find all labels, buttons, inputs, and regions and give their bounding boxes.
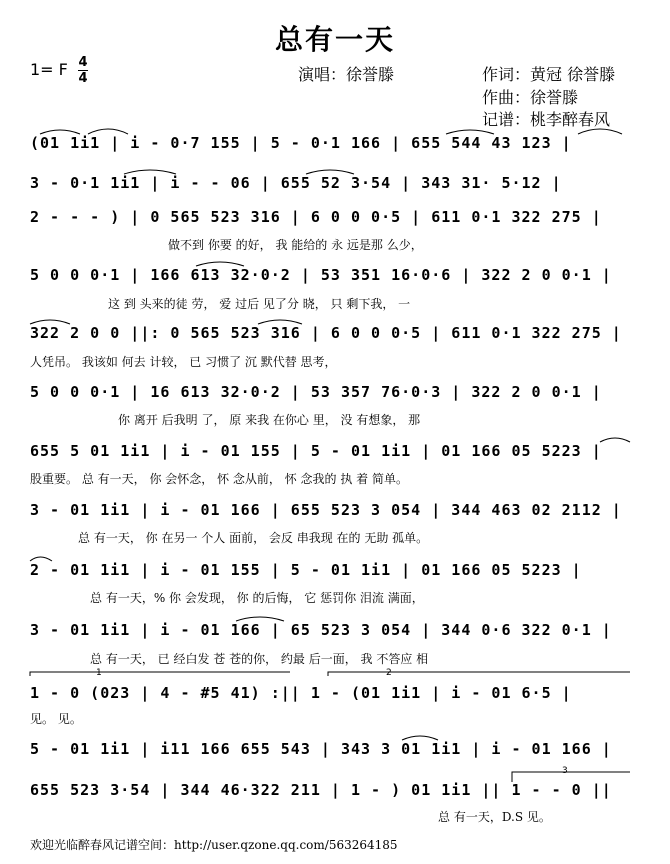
score-line-5: 322 2 0 0 ||: 0 565 523 316 | 6 0 0 0·5 | 611 0·1 322 275 | <box>30 324 622 342</box>
slur <box>196 262 244 266</box>
score-line-6: 5 0 0 0·1 | 16 613 32·0·2 | 53 357 76·0·3 | 322 2 0 0·1 | <box>30 383 602 401</box>
lyric-line-13: 总 有一天，D.S 见。 <box>438 810 551 824</box>
slur <box>600 438 630 442</box>
lyric-line-9: 总 有一天，% 你 会发现， 你 的后悔， 它 惩罚你 泪流 满面， <box>90 591 424 605</box>
lyric-line-4: 这 到 头来的徒 劳， 爱 过后 见了分 晓， 只 剩下我， 一 <box>108 297 411 311</box>
score-line-2: 3 - 0·1 1i1 | i - - 06 | 655 52 3·54 | 343 31· 5·12 | <box>30 174 562 192</box>
transcriber-credit: 记谱：桃李醉春风 <box>482 110 611 129</box>
lyric-line-10: 总 有一天， 已 经白发 苍 苍的你， 约最 后一面， 我 不答应 相 <box>90 652 429 666</box>
song-title: 总有一天 <box>274 23 395 56</box>
slur <box>258 320 302 324</box>
slur <box>88 129 128 134</box>
lyric-line-8: 总 有一天， 你 在另一 个人 面前， 会反 串我现 在的 无助 孤单。 <box>78 531 429 545</box>
lyric-line-7: 股重要。 总 有一天， 你 会怀念， 怀 念从前， 怀 念我的 执 着 简单。 <box>30 472 408 486</box>
lyric-line-6: 你 离开 后我明 了， 原 来我 在你心 里， 没 有想象， 那 <box>118 413 421 427</box>
score-line-12: 5 - 01 1i1 | i11 166 655 543 | 343 3 01 1i1 | i - 01 166 | <box>30 740 612 758</box>
footer-note: 欢迎光临醉春风记谱空间：http://user.qzone.qq.com/563264185 <box>30 838 398 852</box>
slur <box>578 129 622 134</box>
lyricist-credit: 作词：黄冠 徐誉滕 <box>482 65 616 84</box>
slur <box>30 320 70 324</box>
volta-1-label: 1 <box>96 668 102 678</box>
slur <box>30 557 52 561</box>
key-signature: 1= F <box>30 60 68 79</box>
composer-credit: 作曲：徐誉滕 <box>482 88 579 107</box>
lyric-line-5: 人凭吊。 我该如 何去 计较， 已 习惯了 沉 默代替 思考， <box>30 355 337 369</box>
time-signature-top: 4 <box>78 55 88 70</box>
slur <box>402 736 438 740</box>
slur <box>236 617 284 621</box>
lyric-line-3: 做不到 你要 的好， 我 能给的 永 远是那 么少， <box>168 238 423 252</box>
volta-2-label: 2 <box>386 668 392 678</box>
volta-bracket-1 <box>30 672 290 676</box>
score-line-3: 2 - - - ) | 0 565 523 316 | 6 0 0 0·5 | 611 0·1 322 275 | <box>30 208 602 226</box>
lyric-line-11: 见。 见。 <box>30 712 82 726</box>
volta-bracket-3 <box>512 772 630 782</box>
score-line-7: 655 5 01 1i1 | i - 01 155 | 5 - 01 1i1 | 01 166 05 5223 | <box>30 442 602 460</box>
volta-3-label: 3 <box>562 766 568 776</box>
score-line-11: 1 - 0 (023 | 4 - #5 41) :|| 1 - (01 1i1 | i - 01 6·5 | <box>30 684 572 702</box>
score-line-13: 655 523 3·54 | 344 46·322 211 | 1 - ) 01 1i1 || 1 - - 0 || <box>30 781 612 799</box>
time-signature-bottom: 4 <box>78 71 88 86</box>
volta-bracket-2 <box>328 672 630 676</box>
score-line-1: (01 1i1 | i - 0·7 155 | 5 - 0·1 166 | 655 544 43 123 | <box>30 134 572 152</box>
slur <box>40 130 80 134</box>
score-line-10: 3 - 01 1i1 | i - 01 166 | 65 523 3 054 | 344 0·6 322 0·1 | <box>30 621 612 639</box>
score-line-4: 5 0 0 0·1 | 166 613 32·0·2 | 53 351 16·0·6 | 322 2 0 0·1 | <box>30 266 612 284</box>
slur <box>446 130 494 134</box>
singer-credit: 演唱：徐誉滕 <box>298 65 395 84</box>
slur <box>306 170 354 174</box>
slur <box>124 170 176 174</box>
score-line-8: 3 - 01 1i1 | i - 01 166 | 655 523 3 054 | 344 463 02 2112 | <box>30 501 622 519</box>
score-line-9: 2 - 01 1i1 | i - 01 155 | 5 - 01 1i1 | 01 166 05 5223 | <box>30 561 582 579</box>
